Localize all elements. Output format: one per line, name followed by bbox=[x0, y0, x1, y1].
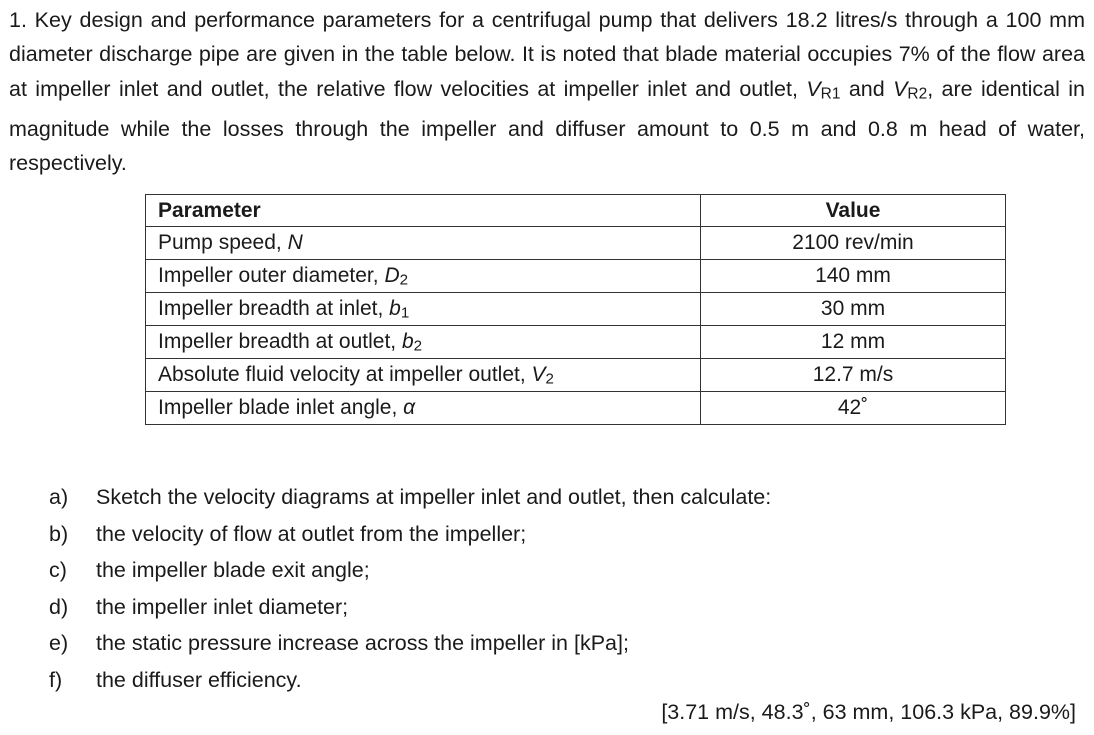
question-text: Sketch the velocity diagrams at impeller inlet and outlet, then calculate: bbox=[96, 485, 772, 509]
param-cell bbox=[146, 293, 701, 326]
and-text: and bbox=[840, 76, 894, 101]
param-symbol: α bbox=[403, 395, 416, 419]
question-label: d) bbox=[49, 594, 69, 619]
param-label: Impeller breadth at inlet, bbox=[158, 296, 390, 320]
problem-outro: , are identical in magnitude while the losses through the impeller and diffuser amount to 0.5 m and 0.8 m head of water, respectively. bbox=[9, 76, 1085, 175]
param-symbol: b bbox=[389, 296, 401, 320]
param-cell bbox=[146, 392, 701, 425]
question-item bbox=[49, 482, 771, 519]
question-label: e) bbox=[49, 631, 69, 656]
value-cell: 2100 rev/min bbox=[701, 227, 1006, 260]
question-label: c) bbox=[49, 558, 67, 583]
table-row bbox=[146, 326, 1006, 359]
question-text: the diffuser efficiency. bbox=[96, 667, 302, 692]
param-symbol: V bbox=[531, 362, 546, 386]
question-text: the impeller inlet diameter; bbox=[96, 594, 349, 619]
problem-statement bbox=[9, 3, 1085, 180]
param-symbol: N bbox=[287, 230, 303, 254]
param-subscript: 1 bbox=[400, 304, 410, 322]
table-row bbox=[146, 260, 1006, 293]
param-cell bbox=[146, 359, 701, 392]
question-text: the impeller blade exit angle; bbox=[96, 558, 370, 583]
table-header-row bbox=[146, 195, 1006, 227]
vr2-subscript: R2 bbox=[907, 85, 928, 103]
value-cell: 12 mm bbox=[701, 326, 1006, 359]
param-subscript: 2 bbox=[399, 271, 409, 289]
header-parameter: Parameter bbox=[146, 195, 701, 227]
question-label: f) bbox=[49, 667, 63, 692]
question-item bbox=[49, 519, 771, 556]
question-list bbox=[49, 482, 771, 702]
problem-intro: 1. Key design and performance parameters for a centrifugal pump that delivers 18.2 litres/s through a 100 mm diameter discharge pipe are given in the table below. It is noted that blade material occupies 7% of the flow area at impeller inlet and outlet, the relative flow velocities at impeller inlet and outlet, bbox=[9, 8, 1085, 101]
param-subscript: 2 bbox=[545, 370, 554, 388]
param-cell bbox=[146, 227, 701, 260]
question-item bbox=[49, 555, 771, 592]
value-cell: 30 mm bbox=[701, 293, 1006, 326]
question-item bbox=[49, 665, 771, 702]
question-text: the velocity of flow at outlet from the impeller; bbox=[96, 521, 527, 546]
vr1-symbol: V bbox=[806, 76, 821, 101]
param-label: Impeller blade inlet angle, bbox=[158, 395, 404, 419]
question-text: the static pressure increase across the impeller in [kPa]; bbox=[96, 631, 629, 656]
param-label: Absolute fluid velocity at impeller outlet, bbox=[158, 362, 532, 386]
header-value: Value bbox=[701, 195, 1006, 227]
vr1-subscript: R1 bbox=[820, 85, 841, 103]
param-cell bbox=[146, 326, 701, 359]
question-item bbox=[49, 628, 771, 665]
param-subscript: 2 bbox=[413, 337, 423, 355]
value-cell: 140 mm bbox=[701, 260, 1006, 293]
table-row bbox=[146, 227, 1006, 260]
value-cell: 42˚ bbox=[701, 392, 1006, 425]
param-label: Impeller outer diameter, bbox=[158, 263, 385, 287]
question-label: b) bbox=[49, 521, 69, 546]
param-symbol: D bbox=[384, 263, 400, 287]
param-symbol: b bbox=[401, 329, 414, 353]
param-cell bbox=[146, 260, 701, 293]
answer-key: [3.71 m/s, 48.3˚, 63 mm, 106.3 kPa, 89.9%] bbox=[661, 700, 1076, 724]
table-row bbox=[146, 293, 1006, 326]
question-label: a) bbox=[49, 485, 69, 509]
table-row bbox=[146, 392, 1006, 425]
param-label: Impeller breadth at outlet, bbox=[158, 329, 402, 353]
vr2-symbol: V bbox=[893, 76, 908, 101]
table-row bbox=[146, 359, 1006, 392]
value-cell: 12.7 m/s bbox=[701, 359, 1006, 392]
parameter-table bbox=[145, 194, 1006, 425]
param-label: Pump speed, bbox=[158, 230, 288, 254]
question-item bbox=[49, 592, 771, 629]
